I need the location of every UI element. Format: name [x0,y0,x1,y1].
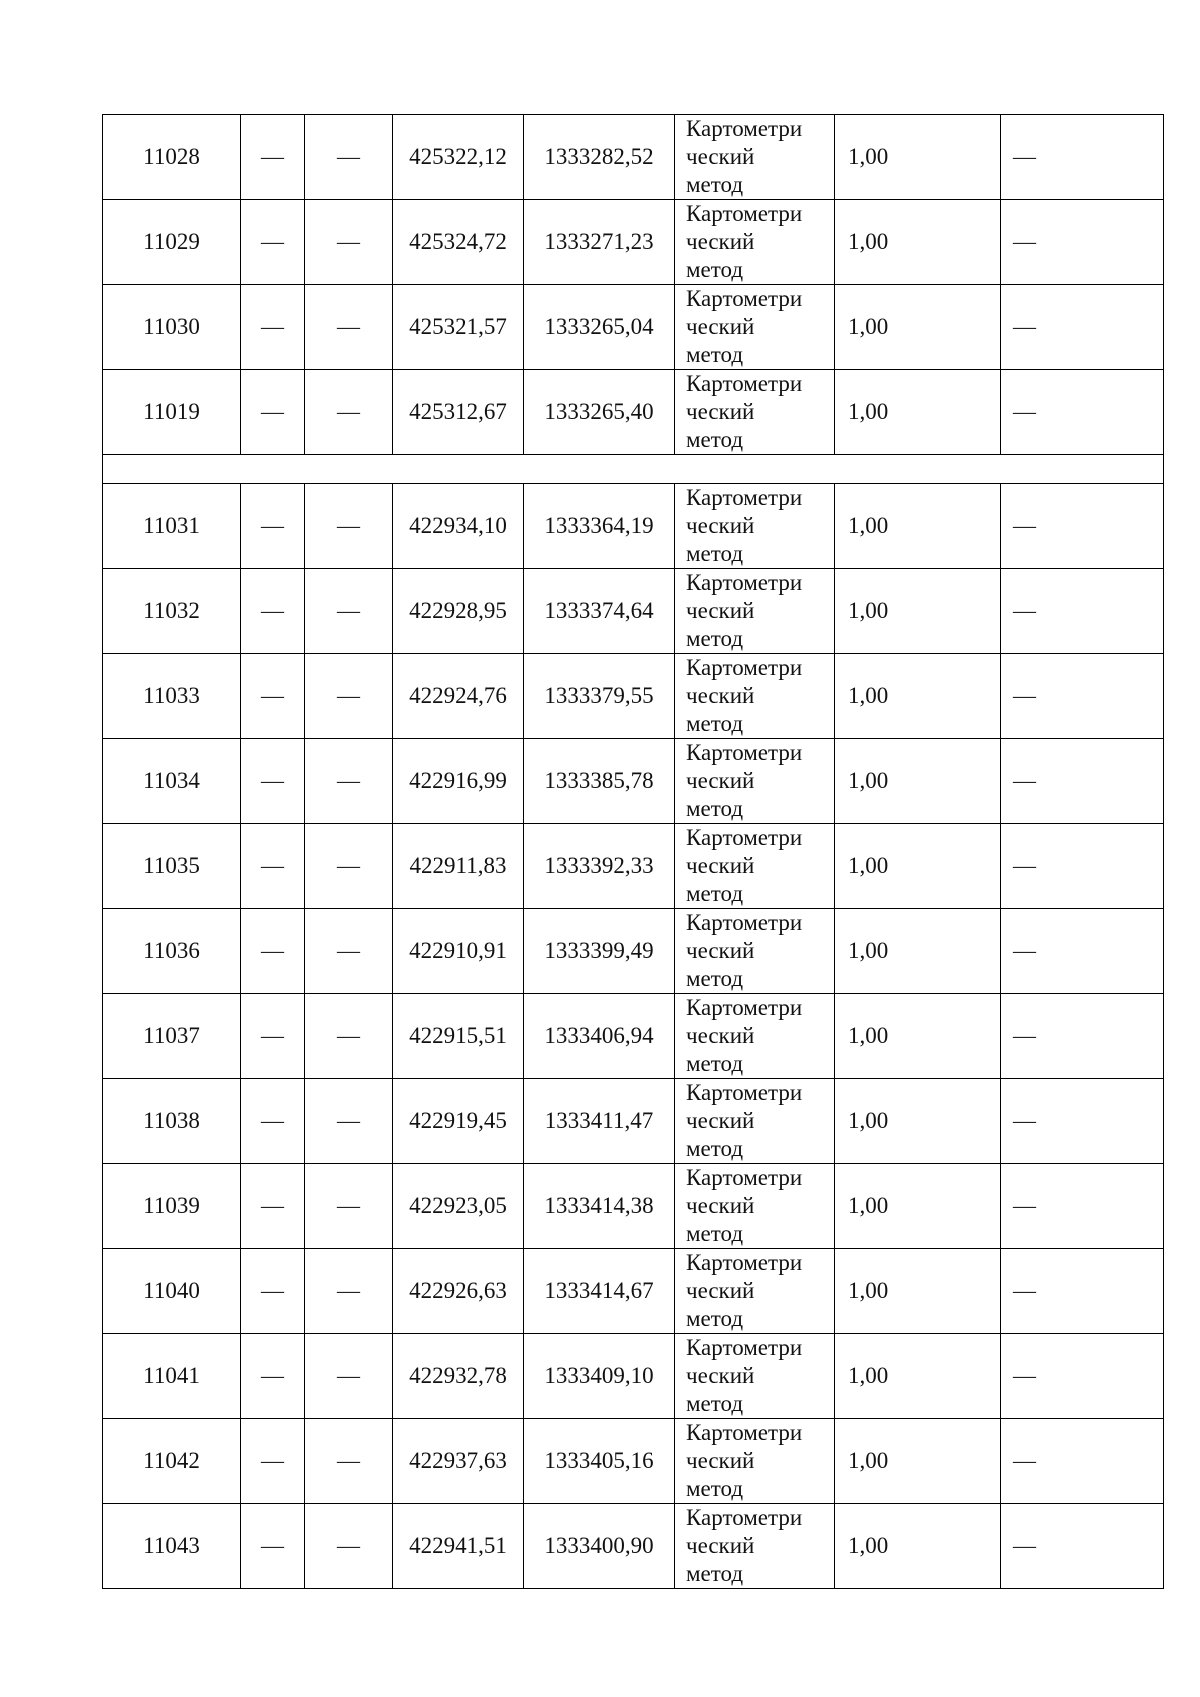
group-separator-row [103,455,1164,484]
y-coordinate-cell: 1333271,23 [524,200,675,285]
y-coordinate-cell: 1333392,33 [524,824,675,909]
point-number-cell: 11030 [103,285,241,370]
x-coordinate-cell: 422919,45 [393,1079,524,1164]
x-coordinate-cell: 422934,10 [393,484,524,569]
empty-value-cell: — [1001,285,1164,370]
empty-value-cell: — [305,654,393,739]
point-number-cell: 11031 [103,484,241,569]
empty-value-cell: — [241,654,305,739]
x-coordinate-cell: 422910,91 [393,909,524,994]
method-text-line: метод [686,881,744,906]
accuracy-cell: 1,00 [835,739,1001,824]
method-text-line: метод [686,796,744,821]
table-row [103,200,1164,285]
accuracy-cell: 1,00 [835,285,1001,370]
method-text-line: ческий [686,1108,755,1133]
point-number-cell: 11042 [103,1419,241,1504]
x-coordinate-cell: 425322,12 [393,115,524,200]
accuracy-cell: 1,00 [835,909,1001,994]
empty-value-cell: — [1001,115,1164,200]
accuracy-cell: 1,00 [835,115,1001,200]
empty-value-cell: — [1001,1419,1164,1504]
empty-value-cell: — [305,909,393,994]
method-text-line: Картометри [686,910,803,935]
empty-value-cell: — [241,484,305,569]
method-text-line: Картометри [686,201,803,226]
x-coordinate-cell: 422915,51 [393,994,524,1079]
y-coordinate-cell: 1333414,38 [524,1164,675,1249]
method-text-line: Картометри [686,1420,803,1445]
method-text-line: метод [686,342,744,367]
empty-value-cell: — [241,909,305,994]
empty-value-cell: — [1001,909,1164,994]
method-text-line: ческий [686,1278,755,1303]
empty-value-cell: — [305,569,393,654]
accuracy-cell: 1,00 [835,370,1001,455]
point-number-cell: 11041 [103,1334,241,1419]
empty-value-cell: — [305,824,393,909]
point-number-cell: 11028 [103,115,241,200]
method-cell [675,909,835,994]
accuracy-cell: 1,00 [835,569,1001,654]
empty-value-cell: — [241,1334,305,1419]
method-cell [675,285,835,370]
empty-value-cell: — [241,115,305,200]
coordinates-table [102,114,1164,1589]
empty-value-cell: — [305,484,393,569]
method-cell [675,739,835,824]
x-coordinate-cell: 422924,76 [393,654,524,739]
empty-value-cell: — [305,370,393,455]
accuracy-cell: 1,00 [835,484,1001,569]
empty-value-cell: — [1001,569,1164,654]
method-text-line: метод [686,1391,744,1416]
empty-value-cell: — [1001,1504,1164,1589]
x-coordinate-cell: 422941,51 [393,1504,524,1589]
point-number-cell: 11032 [103,569,241,654]
method-text-line: Картометри [686,1505,803,1530]
method-text-line: ческий [686,229,755,254]
method-text-line: Картометри [686,655,803,680]
method-cell [675,1334,835,1419]
method-cell [675,1419,835,1504]
method-text-line: Картометри [686,570,803,595]
method-text-line: метод [686,1561,744,1586]
method-text-line: Картометри [686,116,803,141]
method-text-line: метод [686,1476,744,1501]
method-text-line: ческий [686,938,755,963]
x-coordinate-cell: 425312,67 [393,370,524,455]
method-cell [675,1079,835,1164]
y-coordinate-cell: 1333265,04 [524,285,675,370]
method-text-line: Картометри [686,825,803,850]
empty-value-cell: — [1001,739,1164,824]
table-row [103,1164,1164,1249]
x-coordinate-cell: 422937,63 [393,1419,524,1504]
table-row [103,1079,1164,1164]
coordinates-table-body [103,115,1164,1589]
y-coordinate-cell: 1333414,67 [524,1249,675,1334]
point-number-cell: 11034 [103,739,241,824]
y-coordinate-cell: 1333364,19 [524,484,675,569]
method-text-line: ческий [686,513,755,538]
method-text-line: Картометри [686,371,803,396]
method-cell [675,1504,835,1589]
method-cell [675,1164,835,1249]
method-text-line: метод [686,711,744,736]
point-number-cell: 11043 [103,1504,241,1589]
point-number-cell: 11033 [103,654,241,739]
y-coordinate-cell: 1333405,16 [524,1419,675,1504]
empty-value-cell: — [241,1419,305,1504]
empty-value-cell: — [241,994,305,1079]
empty-value-cell: — [305,1164,393,1249]
empty-value-cell: — [1001,1079,1164,1164]
method-text-line: метод [686,1306,744,1331]
accuracy-cell: 1,00 [835,1504,1001,1589]
table-row [103,370,1164,455]
empty-value-cell: — [305,1334,393,1419]
method-text-line: ческий [686,1448,755,1473]
y-coordinate-cell: 1333379,55 [524,654,675,739]
table-row [103,994,1164,1079]
point-number-cell: 11038 [103,1079,241,1164]
empty-value-cell: — [1001,484,1164,569]
table-row [103,909,1164,994]
empty-value-cell: — [1001,824,1164,909]
empty-value-cell: — [241,1249,305,1334]
method-text-line: ческий [686,1363,755,1388]
y-coordinate-cell: 1333282,52 [524,115,675,200]
method-text-line: ческий [686,598,755,623]
empty-value-cell: — [305,1079,393,1164]
table-row [103,1249,1164,1334]
point-number-cell: 11029 [103,200,241,285]
method-cell [675,115,835,200]
point-number-cell: 11039 [103,1164,241,1249]
method-text-line: метод [686,1221,744,1246]
empty-value-cell: — [1001,1334,1164,1419]
accuracy-cell: 1,00 [835,1419,1001,1504]
empty-value-cell: — [241,1164,305,1249]
table-row [103,484,1164,569]
method-text-line: Картометри [686,1335,803,1360]
y-coordinate-cell: 1333409,10 [524,1334,675,1419]
accuracy-cell: 1,00 [835,1334,1001,1419]
method-text-line: Картометри [686,1080,803,1105]
x-coordinate-cell: 422932,78 [393,1334,524,1419]
method-cell [675,569,835,654]
method-text-line: метод [686,541,744,566]
empty-value-cell: — [1001,1164,1164,1249]
x-coordinate-cell: 425321,57 [393,285,524,370]
x-coordinate-cell: 422923,05 [393,1164,524,1249]
empty-value-cell: — [1001,654,1164,739]
method-text-line: ческий [686,1023,755,1048]
accuracy-cell: 1,00 [835,654,1001,739]
y-coordinate-cell: 1333374,64 [524,569,675,654]
table-row [103,824,1164,909]
method-text-line: Картометри [686,485,803,510]
method-cell [675,824,835,909]
y-coordinate-cell: 1333411,47 [524,1079,675,1164]
table-row [103,569,1164,654]
table-row [103,739,1164,824]
empty-value-cell: — [1001,200,1164,285]
empty-value-cell: — [305,200,393,285]
accuracy-cell: 1,00 [835,824,1001,909]
method-text-line: Картометри [686,1165,803,1190]
empty-value-cell: — [241,285,305,370]
method-text-line: метод [686,1136,744,1161]
separator-cell [103,455,1164,484]
method-text-line: метод [686,172,744,197]
empty-value-cell: — [1001,994,1164,1079]
table-row [103,115,1164,200]
method-text-line: Картометри [686,286,803,311]
empty-value-cell: — [241,200,305,285]
method-text-line: метод [686,257,744,282]
method-text-line: метод [686,966,744,991]
method-text-line: ческий [686,1193,755,1218]
accuracy-cell: 1,00 [835,1249,1001,1334]
accuracy-cell: 1,00 [835,1164,1001,1249]
empty-value-cell: — [241,370,305,455]
empty-value-cell: — [305,739,393,824]
accuracy-cell: 1,00 [835,1079,1001,1164]
method-text-line: ческий [686,1533,755,1558]
table-row [103,285,1164,370]
x-coordinate-cell: 422911,83 [393,824,524,909]
empty-value-cell: — [241,1504,305,1589]
method-text-line: ческий [686,683,755,708]
method-text-line: метод [686,1051,744,1076]
empty-value-cell: — [305,1249,393,1334]
method-text-line: метод [686,427,744,452]
method-cell [675,200,835,285]
x-coordinate-cell: 422928,95 [393,569,524,654]
table-row [103,654,1164,739]
empty-value-cell: — [305,1419,393,1504]
empty-value-cell: — [1001,1249,1164,1334]
empty-value-cell: — [305,285,393,370]
empty-value-cell: — [241,824,305,909]
method-cell [675,370,835,455]
empty-value-cell: — [305,994,393,1079]
point-number-cell: 11035 [103,824,241,909]
empty-value-cell: — [241,569,305,654]
x-coordinate-cell: 422916,99 [393,739,524,824]
point-number-cell: 11037 [103,994,241,1079]
empty-value-cell: — [241,1079,305,1164]
y-coordinate-cell: 1333400,90 [524,1504,675,1589]
empty-value-cell: — [305,1504,393,1589]
method-text-line: ческий [686,768,755,793]
table-row [103,1419,1164,1504]
table-row [103,1504,1164,1589]
method-text-line: Картометри [686,995,803,1020]
empty-value-cell: — [305,115,393,200]
empty-value-cell: — [1001,370,1164,455]
method-text-line: ческий [686,853,755,878]
method-text-line: Картометри [686,1250,803,1275]
x-coordinate-cell: 425324,72 [393,200,524,285]
y-coordinate-cell: 1333265,40 [524,370,675,455]
method-text-line: метод [686,626,744,651]
method-cell [675,994,835,1079]
y-coordinate-cell: 1333406,94 [524,994,675,1079]
point-number-cell: 11036 [103,909,241,994]
point-number-cell: 11040 [103,1249,241,1334]
method-text-line: ческий [686,314,755,339]
method-text-line: ческий [686,144,755,169]
point-number-cell: 11019 [103,370,241,455]
y-coordinate-cell: 1333399,49 [524,909,675,994]
method-cell [675,654,835,739]
x-coordinate-cell: 422926,63 [393,1249,524,1334]
empty-value-cell: — [241,739,305,824]
y-coordinate-cell: 1333385,78 [524,739,675,824]
accuracy-cell: 1,00 [835,994,1001,1079]
table-row [103,1334,1164,1419]
method-text-line: Картометри [686,740,803,765]
method-cell [675,484,835,569]
accuracy-cell: 1,00 [835,200,1001,285]
method-cell [675,1249,835,1334]
method-text-line: ческий [686,399,755,424]
